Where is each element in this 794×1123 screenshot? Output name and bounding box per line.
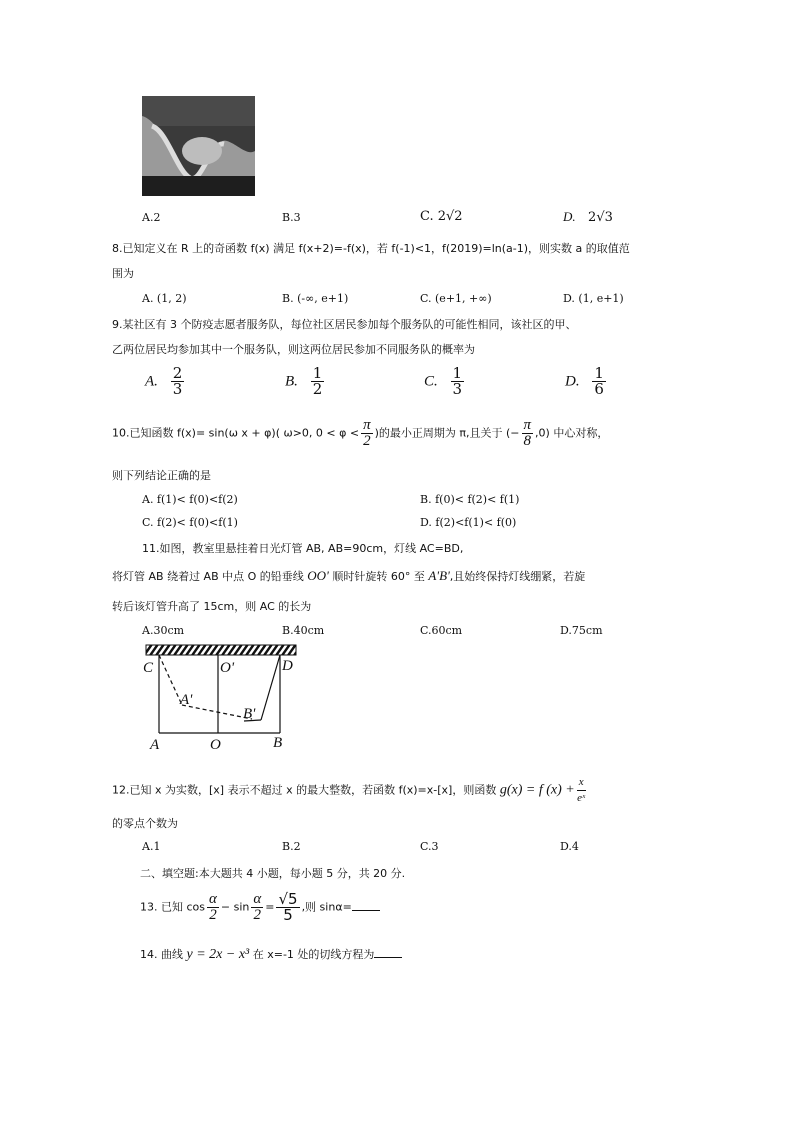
q11-part-c: 顺时针旋转 60° 至	[332, 570, 425, 583]
q13-n1: α	[209, 891, 217, 907]
q10-option-d: D. f(2)<f(1)< f(0)	[420, 516, 517, 529]
q12-gx: g(x) = f (x) +	[499, 782, 575, 798]
q9-option-d-den: 6	[594, 380, 604, 398]
q13-stem	[140, 892, 380, 923]
q11-lamp-figure	[140, 642, 305, 754]
q12-frac-den: eˣ	[577, 792, 586, 804]
q12-option-d: D.4	[560, 840, 579, 853]
q11-part-a: 将灯管 AB 绕着过 AB 中点 O 的铅垂线	[112, 570, 304, 583]
line-db-prime	[261, 655, 280, 720]
q8-option-b: B. (-∞, e+1)	[282, 292, 349, 305]
q9-option-d	[565, 366, 608, 397]
q9-option-c-num: 1	[452, 364, 463, 382]
q11-option-d: D.75cm	[560, 624, 603, 637]
q13-d3: 5	[283, 906, 293, 924]
q13-part-2: ,则 sinα=	[301, 900, 352, 914]
q9-stem: 9.某社区有 3 个防疫志愿者服务队，每位社区居民参加每个服务队的可能性相同，该社区的甲、	[112, 318, 577, 331]
q11-option-a: A.30cm	[142, 624, 185, 637]
q10-part-1: 10.已知函数 f(x)= sin(ω x + φ)( ω>0, 0 < φ <	[112, 426, 360, 440]
q9-stem-2: 乙两位居民均参加其中一个服务队，则这两位居民参加不同服务队的概率为	[112, 343, 475, 356]
q8-option-c: C. (e+1, +∞)	[420, 292, 492, 305]
q14-expr: y = 2x − x³	[186, 947, 250, 962]
line-ca-prime	[159, 655, 182, 705]
q8-option-a: A. (1, 2)	[142, 292, 187, 305]
q9-option-b-den: 2	[312, 380, 323, 398]
q11-part-e: ,且始终保持灯线绷紧，若旋	[449, 570, 586, 583]
q13-answer-blank[interactable]	[352, 899, 380, 911]
bowl-photo	[142, 96, 255, 196]
q10-frac-den: 2	[363, 433, 371, 449]
fig-label-a-prime: A'	[180, 692, 193, 708]
q9-option-b-num: 1	[312, 364, 323, 382]
q9-option-d-num: 1	[594, 364, 604, 382]
q13-part-1: 13. 已知 cos	[140, 900, 205, 914]
q13-n3: √5	[278, 890, 298, 908]
q10-option-b: B. f(0)< f(2)< f(1)	[420, 493, 520, 506]
q10-frac-num: π	[363, 417, 371, 433]
q10-stem-2: 则下列结论正确的是	[112, 469, 211, 482]
q9-option-c-den: 3	[452, 380, 463, 398]
q14-stem	[140, 946, 402, 963]
q12-frac-num: x	[577, 775, 586, 791]
ceiling-hatch	[146, 645, 296, 655]
q7-option-d-letter: D.	[563, 209, 576, 224]
q10-option-c: C. f(2)< f(0)<f(1)	[142, 516, 238, 529]
q9-option-c-letter: C.	[424, 373, 438, 390]
q9-option-a-den: 3	[172, 380, 183, 398]
fig-label-c: C	[143, 660, 154, 676]
q7-option-c: C. 2√2	[420, 209, 463, 224]
q10-frac2-num: π	[523, 417, 532, 433]
q11-stem-3: 转后该灯管升高了 15cm，则 AC 的长为	[112, 600, 312, 613]
q10-option-a: A. f(1)< f(0)<f(2)	[142, 493, 238, 506]
fig-label-d: D	[282, 658, 293, 674]
q11-stem: 11.如图，教室里悬挂着日光灯管 AB, AB=90cm，灯线 AC=BD,	[142, 542, 464, 555]
q12-option-b: B.2	[282, 840, 301, 853]
q11-option-c: C.60cm	[420, 624, 463, 637]
q9-option-a-num: 2	[172, 364, 183, 382]
q13-n2: α	[253, 891, 262, 907]
q9-option-b	[285, 366, 326, 397]
q9-option-d-letter: D.	[565, 373, 580, 390]
fig-label-a: A	[150, 737, 160, 753]
q13-eq: =	[265, 900, 275, 914]
q9-option-c	[424, 366, 466, 397]
q8-option-d: D. (1, e+1)	[563, 292, 624, 305]
fig-label-o: O	[210, 737, 221, 753]
fig-label-o-prime: O'	[220, 660, 235, 676]
q7-option-d-value: 2√3	[588, 210, 613, 225]
q13-d2: 2	[253, 907, 262, 923]
q11-option-b: B.40cm	[282, 624, 325, 637]
q8-stem: 8.已知定义在 R 上的奇函数 f(x) 满足 f(x+2)=-f(x)，若 f(-1)<1，f(2019)=ln(a-1)，则实数 a 的取值范	[112, 242, 630, 255]
q12-stem-2: 的零点个数为	[112, 817, 178, 830]
q13-d1: 2	[209, 907, 217, 923]
q12-stem	[112, 775, 588, 806]
q14-answer-blank[interactable]	[374, 946, 402, 958]
q10-part-2: )的最小正周期为 π,且关于 (−	[374, 426, 520, 440]
q10-part-3: ,0) 中心对称，	[535, 426, 609, 440]
q7-option-a: A.2	[142, 211, 161, 224]
q9-option-a	[145, 366, 186, 397]
q11-axis-label: OO'	[307, 568, 329, 583]
q14-part-2: 在 x=-1 处的切线方程为	[252, 948, 375, 961]
fig-label-b: B	[273, 735, 283, 751]
q12-part-1: 12.已知 x 为实数，[x] 表示不超过 x 的最大整数，若函数 f(x)=x-[x]，则函数	[112, 783, 497, 797]
q14-part-1: 14. 曲线	[140, 948, 183, 961]
q7-option-b: B.3	[282, 211, 301, 224]
q8-stem-2: 围为	[112, 267, 134, 280]
q13-mid: − sin	[220, 900, 250, 914]
fig-label-b-prime: B'	[243, 706, 256, 722]
q10-frac2-den: 8	[523, 433, 532, 449]
q9-option-a-letter: A.	[145, 373, 158, 390]
line-a-prime-b-prime	[182, 705, 252, 719]
q12-option-c: C.3	[420, 840, 439, 853]
q11-rotated-label: A'B'	[428, 568, 450, 583]
q7-option-d	[563, 209, 613, 225]
q11-stem-2	[112, 568, 585, 584]
q12-option-a: A.1	[142, 840, 161, 853]
section-2-heading: 二、填空题:本大题共 4 小题，每小题 5 分，共 20 分.	[140, 867, 406, 880]
q9-option-b-letter: B.	[285, 373, 298, 390]
q10-stem	[112, 418, 608, 449]
